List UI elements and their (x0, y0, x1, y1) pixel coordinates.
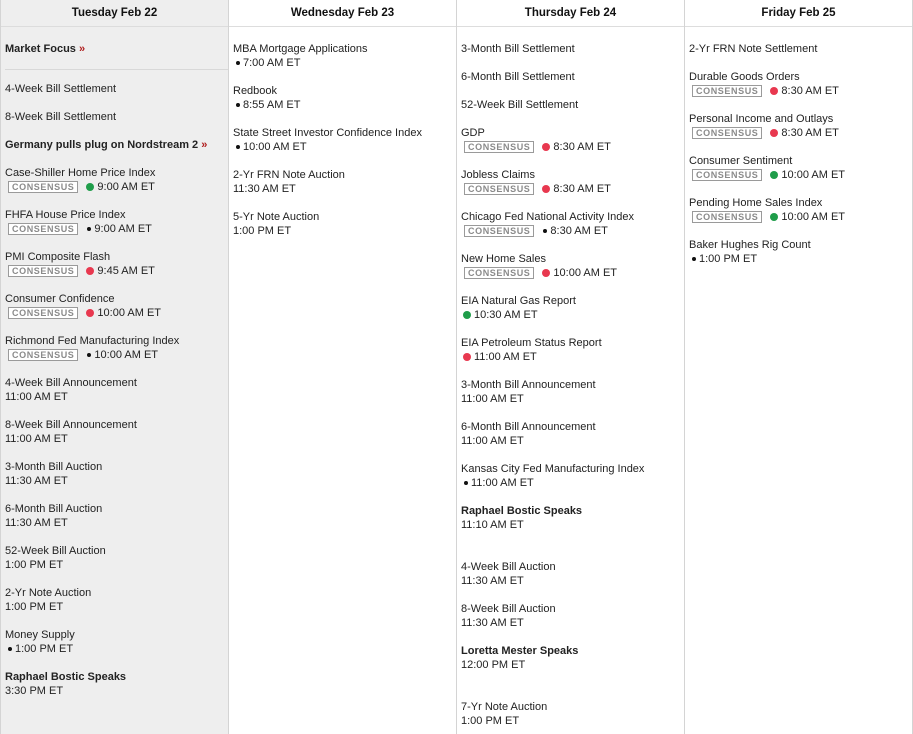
importance-dot-icon (86, 309, 94, 317)
consensus-badge[interactable]: CONSENSUS (464, 225, 534, 237)
event-title-link[interactable] (461, 560, 684, 574)
event-time: 3:30 PM ET (5, 685, 64, 697)
event-title: Durable Goods Orders (689, 71, 800, 83)
importance-dot-icon (542, 269, 550, 277)
event-time-row (5, 516, 228, 530)
event-list (685, 27, 912, 266)
event-time: 1:00 PM ET (461, 715, 520, 727)
calendar-event (461, 70, 684, 84)
calendar-event (5, 110, 228, 124)
event-title-link[interactable] (461, 70, 684, 84)
event-title: 5-Yr Note Auction (233, 211, 320, 223)
calendar-event (689, 154, 912, 182)
day-column-tuesday-feb-22 (1, 0, 229, 734)
event-title: 3-Month Bill Auction (5, 461, 103, 473)
event-time-row (689, 84, 912, 98)
consensus-badge[interactable]: CONSENSUS (464, 183, 534, 195)
event-time-row (689, 168, 912, 182)
event-title: Consumer Sentiment (689, 155, 793, 167)
event-title-link[interactable] (5, 166, 228, 180)
calendar-event (461, 462, 684, 490)
calendar-event (689, 42, 912, 56)
event-time-row (5, 558, 228, 572)
event-title: 8-Week Bill Announcement (5, 419, 137, 431)
consensus-badge[interactable]: CONSENSUS (692, 85, 762, 97)
event-title-link[interactable] (461, 378, 684, 392)
importance-dot-icon (692, 257, 696, 261)
event-time: 9:00 AM ET (97, 181, 155, 193)
event-title: 4-Week Bill Announcement (5, 377, 137, 389)
event-time: 7:00 AM ET (243, 57, 301, 69)
importance-dot-icon (8, 647, 12, 651)
consensus-badge[interactable]: CONSENSUS (8, 223, 78, 235)
event-time: 1:00 PM ET (233, 225, 292, 237)
event-time-row (5, 180, 228, 194)
event-title-link[interactable] (461, 168, 684, 182)
event-title-link[interactable] (5, 110, 228, 124)
event-title-link[interactable] (233, 210, 456, 224)
importance-dot-icon (770, 87, 778, 95)
importance-dot-icon (86, 267, 94, 275)
calendar-event (461, 504, 684, 532)
event-time-row (461, 392, 684, 406)
event-title: 2-Yr FRN Note Auction (233, 169, 345, 181)
calendar-event (689, 70, 912, 98)
importance-dot-icon (236, 61, 240, 65)
calendar-event (5, 166, 228, 194)
event-time: 9:00 AM ET (94, 223, 152, 235)
importance-dot-icon (86, 183, 94, 191)
importance-dot-icon (87, 353, 91, 357)
event-list (1, 27, 228, 698)
event-time-row (5, 684, 228, 698)
event-time-row (5, 264, 228, 278)
event-time-row (5, 474, 228, 488)
event-time-row (233, 140, 456, 154)
event-title-link[interactable] (461, 294, 684, 308)
event-title: 3-Month Bill Settlement (461, 43, 575, 55)
event-title-link[interactable] (461, 504, 684, 518)
event-time-row (461, 574, 684, 588)
calendar-event (461, 700, 684, 728)
event-title-link[interactable] (233, 84, 456, 98)
event-title: 6-Month Bill Announcement (461, 421, 596, 433)
event-time: 11:30 AM ET (233, 183, 296, 195)
importance-dot-icon (236, 103, 240, 107)
event-title: 52-Week Bill Auction (5, 545, 106, 557)
event-title: 2-Yr FRN Note Settlement (689, 43, 818, 55)
calendar-event (5, 292, 228, 320)
event-time: 11:30 AM ET (5, 517, 68, 529)
calendar-event (233, 126, 456, 154)
event-title-link[interactable] (689, 154, 912, 168)
event-title-link[interactable] (461, 98, 684, 112)
event-time-row (461, 140, 684, 154)
event-title-link[interactable] (5, 82, 228, 96)
more-arrow-icon: » (201, 139, 208, 151)
event-title-link[interactable] (5, 502, 228, 516)
event-time: 10:00 AM ET (553, 267, 618, 279)
calendar-event (689, 112, 912, 140)
event-time: 1:00 PM ET (699, 253, 758, 265)
calendar-event (5, 418, 228, 446)
day-header: Friday Feb 25 (685, 0, 912, 27)
consensus-badge[interactable]: CONSENSUS (8, 307, 78, 319)
event-time: 11:30 AM ET (5, 475, 68, 487)
calendar-event (5, 42, 228, 70)
event-title: 8-Week Bill Auction (461, 603, 556, 615)
event-title-link[interactable] (461, 210, 684, 224)
event-time: 8:30 AM ET (553, 141, 611, 153)
event-time-row (233, 56, 456, 70)
consensus-badge[interactable]: CONSENSUS (8, 265, 78, 277)
event-time: 8:55 AM ET (243, 99, 301, 111)
event-title: GDP (461, 127, 485, 139)
event-title-link[interactable] (461, 602, 684, 616)
event-time-row (5, 306, 228, 320)
calendar-event (5, 82, 228, 96)
event-title-link[interactable] (233, 42, 456, 56)
calendar-event (5, 628, 228, 656)
consensus-badge[interactable]: CONSENSUS (8, 181, 78, 193)
event-time: 10:00 AM ET (94, 349, 159, 361)
importance-dot-icon (464, 481, 468, 485)
calendar-event (233, 210, 456, 238)
day-header: Tuesday Feb 22 (1, 0, 228, 27)
event-time: 1:00 PM ET (5, 559, 64, 571)
calendar-event (5, 376, 228, 404)
event-time: 11:00 AM ET (461, 435, 524, 447)
calendar-event (461, 252, 684, 280)
event-time-row (461, 350, 684, 364)
event-title-link[interactable] (461, 126, 684, 140)
event-title: Case-Shiller Home Price Index (5, 167, 156, 179)
importance-dot-icon (542, 143, 550, 151)
calendar-event (461, 210, 684, 238)
event-time: 10:00 AM ET (781, 169, 846, 181)
event-title-link[interactable] (5, 418, 228, 432)
importance-dot-icon (87, 227, 91, 231)
calendar-event (461, 602, 684, 630)
importance-dot-icon (463, 353, 471, 361)
calendar-event (233, 42, 456, 70)
event-time-row (5, 390, 228, 404)
event-time: 8:30 AM ET (550, 225, 608, 237)
event-title-link[interactable] (5, 334, 228, 348)
calendar-event (233, 84, 456, 112)
event-title: Chicago Fed National Activity Index (461, 211, 635, 223)
day-column-thursday-feb-24 (457, 0, 685, 734)
event-time-row (461, 518, 684, 532)
day-column-friday-feb-25 (685, 0, 913, 734)
calendar-event (461, 420, 684, 448)
calendar-event (5, 138, 228, 152)
calendar-event (689, 196, 912, 224)
event-time: 11:00 AM ET (5, 391, 68, 403)
event-time: 10:00 AM ET (243, 141, 307, 153)
event-time-row (5, 348, 228, 362)
calendar-event (461, 168, 684, 196)
calendar-event (5, 544, 228, 572)
event-time-row (461, 476, 684, 490)
calendar-event (461, 294, 684, 322)
event-title: 3-Month Bill Announcement (461, 379, 596, 391)
calendar-event (5, 334, 228, 362)
event-title: State Street Investor Confidence Index (233, 127, 422, 139)
consensus-badge[interactable]: CONSENSUS (464, 141, 534, 153)
event-time-row (233, 98, 456, 112)
event-title: Personal Income and Outlays (689, 113, 834, 125)
event-time-row (233, 182, 456, 196)
event-title-link[interactable] (5, 208, 228, 222)
event-title-link[interactable] (5, 460, 228, 474)
importance-dot-icon (542, 185, 550, 193)
event-title-link[interactable] (689, 70, 912, 84)
event-title: Raphael Bostic Speaks (5, 671, 127, 683)
event-time-row (461, 266, 684, 280)
event-time-row (233, 224, 456, 238)
calendar-event (233, 168, 456, 196)
more-arrow-icon: » (78, 43, 86, 55)
event-time: 8:30 AM ET (781, 85, 839, 97)
event-title: EIA Natural Gas Report (461, 295, 576, 307)
event-title: 2-Yr Note Auction (5, 587, 92, 599)
importance-dot-icon (770, 129, 778, 137)
event-time: 8:30 AM ET (553, 183, 611, 195)
event-time: 11:00 AM ET (461, 393, 524, 405)
event-time: 9:45 AM ET (97, 265, 155, 277)
event-time: 11:00 AM ET (474, 351, 537, 363)
event-time: 1:00 PM ET (5, 601, 64, 613)
event-title: FHFA House Price Index (5, 209, 126, 221)
event-title: EIA Petroleum Status Report (461, 337, 602, 349)
consensus-badge[interactable]: CONSENSUS (464, 267, 534, 279)
event-title-link[interactable] (689, 42, 912, 56)
event-time-row (5, 222, 228, 236)
event-title-link[interactable] (5, 586, 228, 600)
event-time-row (461, 658, 684, 672)
importance-dot-icon (770, 213, 778, 221)
event-title: Loretta Mester Speaks (461, 645, 579, 657)
event-title-link[interactable] (461, 700, 684, 714)
event-time-row (461, 224, 684, 238)
event-time: 10:30 AM ET (474, 309, 538, 321)
calendar-event (461, 126, 684, 154)
event-title-link[interactable] (689, 238, 912, 252)
event-title-link[interactable] (5, 138, 228, 152)
event-title: Pending Home Sales Index (689, 197, 823, 209)
event-title: 7-Yr Note Auction (461, 701, 548, 713)
event-title-link[interactable] (5, 42, 228, 56)
event-title: Redbook (233, 85, 278, 97)
event-title: Money Supply (5, 629, 75, 641)
event-title-link[interactable] (461, 252, 684, 266)
event-title: 6-Month Bill Settlement (461, 71, 575, 83)
event-time: 10:00 AM ET (97, 307, 162, 319)
event-time: 8:30 AM ET (781, 127, 839, 139)
event-title: 52-Week Bill Settlement (461, 99, 579, 111)
event-title: 4-Week Bill Settlement (5, 83, 117, 95)
event-time: 1:00 PM ET (15, 643, 74, 655)
calendar-event (461, 644, 684, 672)
event-title-link[interactable] (689, 196, 912, 210)
event-title-link[interactable] (5, 292, 228, 306)
event-title: 6-Month Bill Auction (5, 503, 103, 515)
event-time-row (461, 434, 684, 448)
calendar-event (5, 502, 228, 530)
event-title: Kansas City Fed Manufacturing Index (461, 463, 645, 475)
importance-dot-icon (463, 311, 471, 319)
event-title: Raphael Bostic Speaks (461, 505, 583, 517)
calendar-event (5, 250, 228, 278)
event-time-row (689, 252, 912, 266)
event-title: Market Focus (5, 43, 76, 55)
importance-dot-icon (770, 171, 778, 179)
calendar-event (5, 460, 228, 488)
consensus-badge[interactable]: CONSENSUS (692, 127, 762, 139)
event-title: Jobless Claims (461, 169, 535, 181)
consensus-badge[interactable]: CONSENSUS (692, 211, 762, 223)
event-time-row (5, 600, 228, 614)
event-title-link[interactable] (233, 168, 456, 182)
calendar-event (461, 560, 684, 588)
event-title-link[interactable] (5, 376, 228, 390)
calendar-event (461, 98, 684, 112)
calendar-event (461, 378, 684, 406)
event-title-link[interactable] (461, 644, 684, 658)
event-time: 11:30 AM ET (461, 575, 524, 587)
calendar-event (461, 336, 684, 364)
event-title-link[interactable] (5, 250, 228, 264)
event-title-link[interactable] (461, 42, 684, 56)
event-title: MBA Mortgage Applications (233, 43, 368, 55)
event-title-link[interactable] (461, 336, 684, 350)
event-title-link[interactable] (689, 112, 912, 126)
event-title-link[interactable] (461, 420, 684, 434)
event-time-row (461, 616, 684, 630)
event-time: 11:00 AM ET (5, 433, 68, 445)
event-time: 11:10 AM ET (461, 519, 524, 531)
event-time-row (5, 432, 228, 446)
event-time-row (461, 182, 684, 196)
event-time: 11:30 AM ET (461, 617, 524, 629)
calendar-event (689, 238, 912, 266)
importance-dot-icon (236, 145, 240, 149)
event-title: 8-Week Bill Settlement (5, 111, 117, 123)
event-title: New Home Sales (461, 253, 546, 265)
event-title: Baker Hughes Rig Count (689, 239, 811, 251)
event-time-row (689, 126, 912, 140)
calendar-event (461, 42, 684, 56)
event-time-row (5, 642, 228, 656)
event-title: Richmond Fed Manufacturing Index (5, 335, 180, 347)
day-header: Thursday Feb 24 (457, 0, 684, 27)
calendar-event (5, 586, 228, 614)
event-time-row (461, 714, 684, 728)
event-list (457, 27, 684, 728)
event-title: Germany pulls plug on Nordstream 2 (5, 139, 199, 151)
event-time-row (689, 210, 912, 224)
event-time: 10:00 AM ET (781, 211, 846, 223)
calendar-event (5, 670, 228, 698)
day-column-wednesday-feb-23 (229, 0, 457, 734)
event-title-link[interactable] (233, 126, 456, 140)
event-title-link[interactable] (5, 628, 228, 642)
event-title: Consumer Confidence (5, 293, 115, 305)
event-list (229, 27, 456, 238)
event-time: 12:00 PM ET (461, 659, 526, 671)
event-title-link[interactable] (5, 544, 228, 558)
event-time: 11:00 AM ET (471, 477, 534, 489)
event-time-row (461, 308, 684, 322)
day-header: Wednesday Feb 23 (229, 0, 456, 27)
importance-dot-icon (543, 229, 547, 233)
consensus-badge[interactable]: CONSENSUS (692, 169, 762, 181)
event-title-link[interactable] (461, 462, 684, 476)
event-title-link[interactable] (5, 670, 228, 684)
event-title: 4-Week Bill Auction (461, 561, 556, 573)
consensus-badge[interactable]: CONSENSUS (8, 349, 78, 361)
event-title: PMI Composite Flash (5, 251, 111, 263)
calendar-event (5, 208, 228, 236)
